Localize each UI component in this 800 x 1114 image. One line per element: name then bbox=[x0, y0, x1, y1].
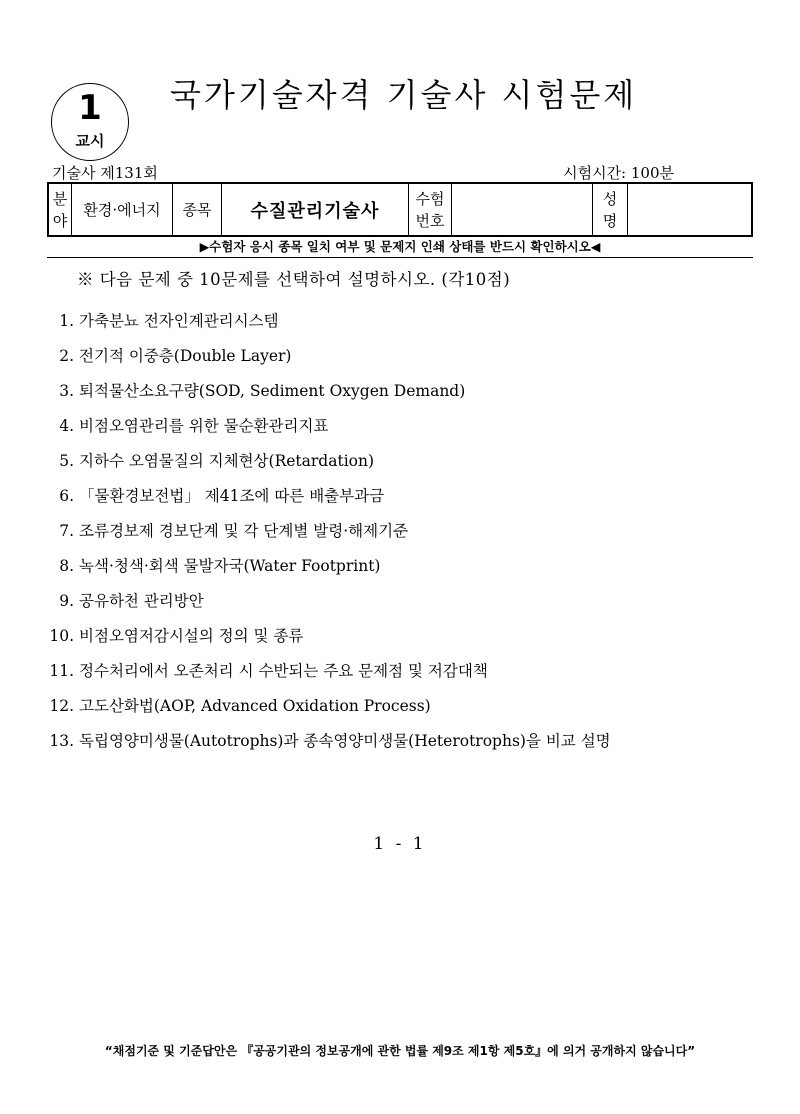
question-number: 4. bbox=[59, 417, 74, 435]
footer-disclaimer: “채점기준 및 기준답안은 『공공기관의 정보공개에 관한 법률 제9조 제1항 제5호』에 의거 공개하지 않습니다” bbox=[104, 1044, 696, 1058]
question-item bbox=[40, 691, 611, 726]
category-label: 종목 bbox=[173, 183, 222, 236]
question-text: 지하수 오염물질의 지체현상(Retardation) bbox=[79, 452, 375, 470]
field-label-cell bbox=[48, 183, 72, 236]
instruction-text: ※ 다음 문제 중 10문제를 선택하여 설명하시오. (각10점) bbox=[77, 270, 511, 289]
question-item bbox=[40, 586, 611, 621]
question-item bbox=[40, 656, 611, 691]
question-item bbox=[40, 516, 611, 551]
question-text: 퇴적물산소요구량(SOD, Sediment Oxygen Demand) bbox=[79, 382, 466, 400]
session-badge bbox=[51, 83, 129, 161]
name-value bbox=[628, 183, 753, 236]
question-number: 12. bbox=[49, 697, 74, 715]
exam-series: 기술사 제131회 bbox=[52, 164, 158, 182]
question-text: 정수처리에서 오존처리 시 수반되는 주요 문제점 및 저감대책 bbox=[79, 662, 488, 680]
session-number: 1 bbox=[78, 88, 102, 128]
question-item bbox=[40, 306, 611, 341]
field-label-1: 분 bbox=[52, 189, 68, 208]
field-value: 환경·에너지 bbox=[72, 183, 173, 236]
category-value: 수질관리기술사 bbox=[222, 183, 409, 236]
question-item bbox=[40, 551, 611, 586]
examno-label-2: 번호 bbox=[415, 211, 445, 230]
question-number: 3. bbox=[59, 382, 74, 400]
question-number: 13. bbox=[49, 732, 74, 750]
question-text: 비점오염저감시설의 정의 및 종류 bbox=[79, 627, 304, 645]
question-number: 2. bbox=[59, 347, 74, 365]
question-text: 비점오염관리를 위한 물순환관리지표 bbox=[79, 417, 329, 435]
field-label-2: 야 bbox=[52, 211, 68, 230]
question-text: 전기적 이중층(Double Layer) bbox=[79, 347, 292, 365]
question-number: 10. bbox=[49, 627, 74, 645]
question-text: 독립영양미생물(Autotrophs)과 종속영양미생물(Heterotrophs)을 비교 설명 bbox=[79, 732, 611, 750]
question-item bbox=[40, 376, 611, 411]
page-number: 1 - 1 bbox=[373, 834, 427, 854]
question-item bbox=[40, 341, 611, 376]
question-list bbox=[40, 306, 611, 761]
question-item bbox=[40, 621, 611, 656]
name-label-2: 명 bbox=[602, 211, 618, 230]
notice-banner: ▶수험자 응시 종목 일치 여부 및 문제지 인쇄 상태를 반드시 확인하시오◀ bbox=[47, 237, 753, 258]
question-number: 9. bbox=[59, 592, 74, 610]
question-text: 고도산화법(AOP, Advanced Oxidation Process) bbox=[79, 697, 431, 715]
question-number: 8. bbox=[59, 557, 74, 575]
question-text: 가축분뇨 전자인계관리시스템 bbox=[79, 312, 279, 330]
question-text: 조류경보제 경보단계 및 각 단계별 발령·해제기준 bbox=[79, 522, 409, 540]
exam-info-table bbox=[47, 182, 753, 237]
examno-value bbox=[452, 183, 593, 236]
exam-time: 시험시간: 100분 bbox=[563, 164, 674, 182]
question-item bbox=[40, 411, 611, 446]
examno-label-cell bbox=[409, 183, 452, 236]
question-number: 11. bbox=[49, 662, 74, 680]
session-label: 교시 bbox=[75, 132, 105, 150]
question-number: 7. bbox=[59, 522, 74, 540]
question-item bbox=[40, 481, 611, 516]
name-label-1: 성 bbox=[602, 189, 618, 208]
page-title: 국가기술자격 기술사 시험문제 bbox=[170, 76, 638, 114]
question-text: 녹색·청색·회색 물발자국(Water Footprint) bbox=[79, 557, 381, 575]
question-number: 5. bbox=[59, 452, 74, 470]
question-item bbox=[40, 446, 611, 481]
name-label-cell bbox=[593, 183, 628, 236]
question-number: 1. bbox=[59, 312, 74, 330]
question-text: 「물환경보전법」 제41조에 따른 배출부과금 bbox=[79, 487, 385, 505]
question-text: 공유하천 관리방안 bbox=[79, 592, 204, 610]
question-number: 6. bbox=[59, 487, 74, 505]
question-item bbox=[40, 726, 611, 761]
examno-label-1: 수험 bbox=[415, 189, 445, 208]
